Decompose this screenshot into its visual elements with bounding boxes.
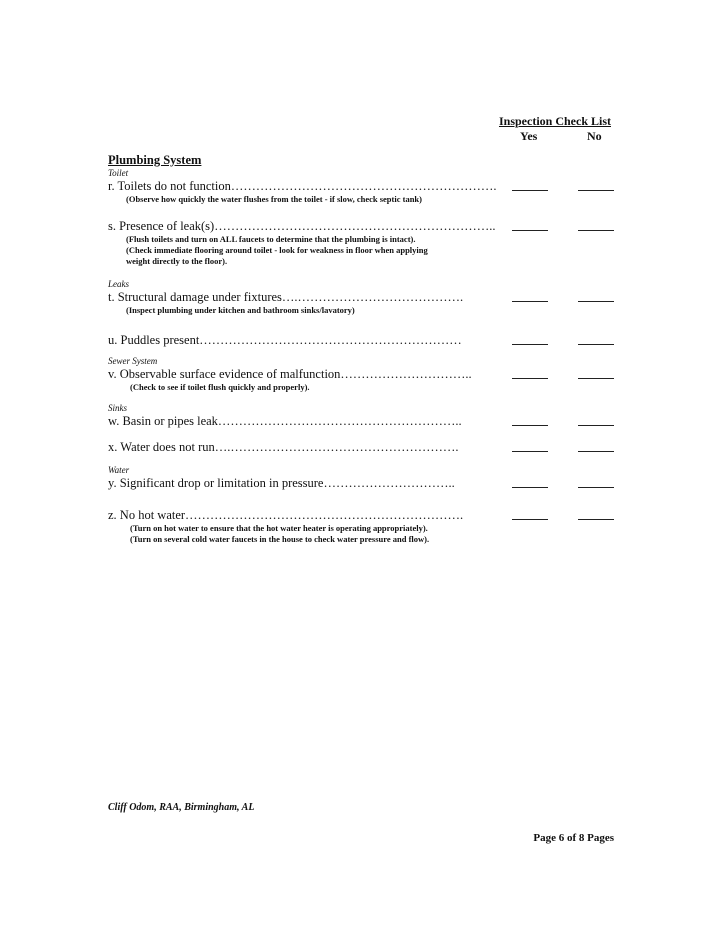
yes-answer-blank[interactable] [512, 344, 548, 345]
instruction-note: weight directly to the floor). [126, 256, 228, 266]
checklist-item-w [108, 403, 618, 429]
question-row [108, 440, 618, 455]
category-label: Sewer System [108, 356, 158, 366]
checklist-item-u [108, 333, 618, 348]
question-text: z. No hot water…………………………………………………………. [108, 508, 464, 522]
instruction-note: (Check to see if toilet flush quickly and properly). [130, 382, 310, 392]
question-row [108, 414, 618, 429]
question-row [108, 179, 618, 194]
yes-column-label: Yes [520, 129, 538, 143]
category-label: Leaks [108, 279, 129, 289]
checklist-item-v [108, 356, 618, 393]
yes-answer-blank[interactable] [512, 451, 548, 452]
checklist-item-z [108, 508, 618, 545]
category-label: Water [108, 465, 130, 475]
yes-answer-blank[interactable] [512, 230, 548, 231]
question-text: v. Observable surface evidence of malfunction………………………….. [108, 367, 472, 381]
instruction-note: (Observe how quickly the water flushes from the toilet - if slow, check septic tank) [126, 194, 422, 204]
yes-answer-blank[interactable] [512, 425, 548, 426]
no-answer-blank[interactable] [578, 378, 614, 379]
page-number: Page 6 of 8 Pages [533, 832, 614, 844]
category-label: Toilet [108, 168, 129, 178]
no-answer-blank[interactable] [578, 519, 614, 520]
no-answer-blank[interactable] [578, 344, 614, 345]
checklist-item-y [108, 465, 618, 491]
yes-answer-blank[interactable] [512, 519, 548, 520]
checklist-item-t [108, 279, 618, 316]
no-answer-blank[interactable] [578, 190, 614, 191]
instruction-note: (Inspect plumbing under kitchen and bathroom sinks/lavatory) [126, 305, 355, 315]
category-label: Sinks [108, 403, 127, 413]
no-column-label: No [587, 129, 602, 143]
checklist-item-x [108, 440, 618, 455]
question-row [108, 476, 618, 491]
no-answer-blank[interactable] [578, 425, 614, 426]
yes-answer-blank[interactable] [512, 378, 548, 379]
question-text: t. Structural damage under fixtures….…………………………………. [108, 290, 464, 304]
question-row [108, 333, 618, 348]
question-text: w. Basin or pipes leak………………………………………………….. [108, 414, 462, 428]
no-answer-blank[interactable] [578, 301, 614, 302]
question-row [108, 508, 618, 523]
yes-answer-blank[interactable] [512, 190, 548, 191]
instruction-note: (Turn on several cold water faucets in the house to check water pressure and flow). [130, 534, 430, 544]
question-row [108, 367, 618, 382]
section-title: Plumbing System [108, 153, 202, 167]
instruction-note: (Turn on hot water to ensure that the hot water heater is operating appropriately). [130, 523, 428, 533]
question-text: u. Puddles present……………………………………………………… [108, 333, 462, 347]
question-text: y. Significant drop or limitation in pressure………………………….. [108, 476, 455, 490]
checklist-title: Inspection Check List [498, 114, 611, 128]
checklist-header [495, 114, 615, 144]
column-headers [495, 129, 615, 144]
yes-answer-blank[interactable] [512, 487, 548, 488]
question-text: r. Toilets do not function………………………………………………………. [108, 179, 497, 193]
checklist-item-r [108, 168, 618, 205]
instruction-note: (Flush toilets and turn on ALL faucets to determine that the plumbing is intact). [126, 234, 416, 244]
checklist-item-s [108, 219, 618, 267]
no-answer-blank[interactable] [578, 230, 614, 231]
question-row [108, 219, 618, 234]
footer-author: Cliff Odom, RAA, Birmingham, AL [108, 802, 255, 813]
no-answer-blank[interactable] [578, 451, 614, 452]
question-text: x. Water does not run….………………………………………………. [108, 440, 459, 454]
no-answer-blank[interactable] [578, 487, 614, 488]
question-row [108, 290, 618, 305]
instruction-note: (Check immediate flooring around toilet - look for weakness in floor when applying [126, 245, 428, 255]
yes-answer-blank[interactable] [512, 301, 548, 302]
question-text: s. Presence of leak(s)………………………………………………………….. [108, 219, 496, 233]
